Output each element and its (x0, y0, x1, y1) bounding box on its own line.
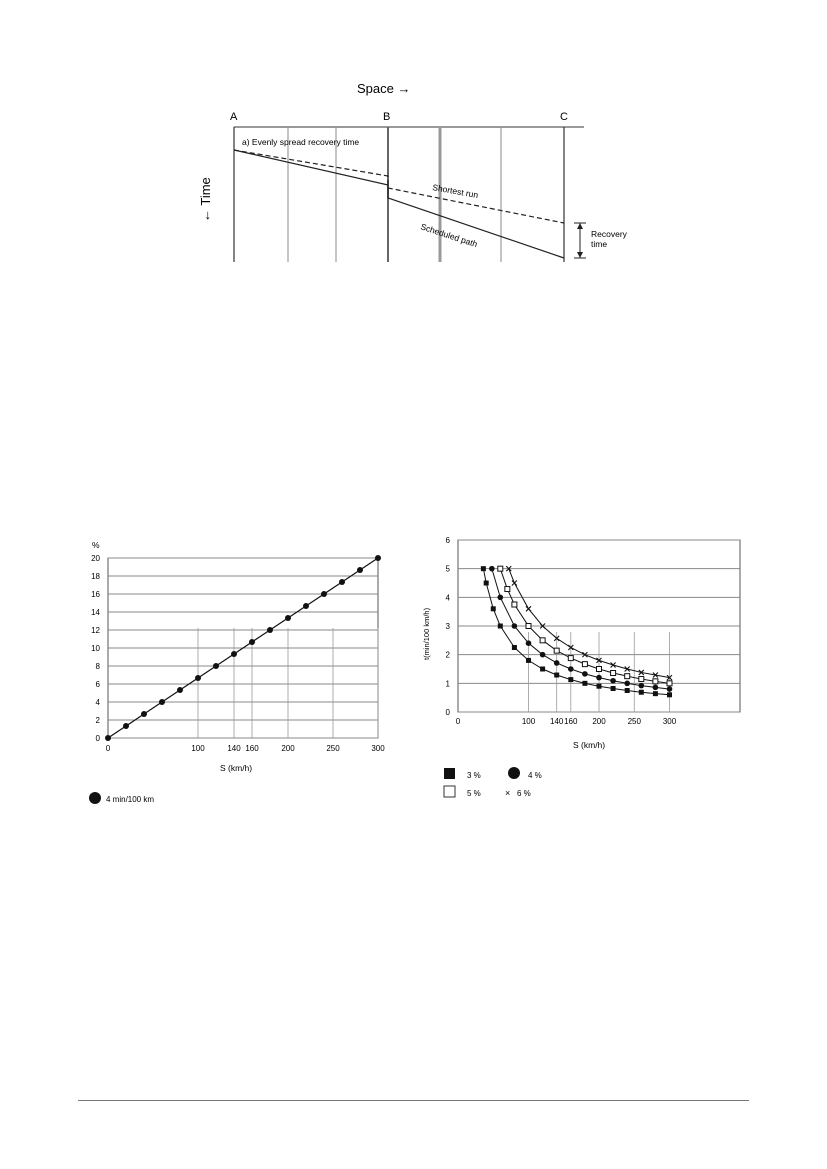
data-point (554, 660, 560, 666)
legend-marker-square (444, 768, 455, 779)
station-b-label: B (383, 111, 391, 123)
y-tick-label: 14 (91, 608, 100, 617)
x-tick-label: 200 (281, 744, 295, 753)
space-axis-label: Space → (357, 81, 411, 96)
y-tick-label: 5 (445, 564, 450, 574)
data-point (498, 624, 503, 629)
data-point (249, 639, 255, 645)
data-point (512, 602, 517, 607)
data-point (195, 675, 201, 681)
x-tick-label: 140 (550, 717, 564, 726)
y-tick-label: 18 (91, 572, 100, 581)
data-point (596, 675, 602, 681)
legend-label-3pct: 3 % (467, 771, 481, 780)
legend-marker-open-square (444, 786, 455, 797)
legend-marker-x: × (505, 788, 511, 798)
x-tick-label: 140 (227, 744, 241, 753)
data-point (653, 685, 659, 691)
data-point (512, 623, 518, 629)
x-tick-label: 0 (455, 717, 461, 726)
y-tick-label: 16 (91, 590, 100, 599)
y-axis-label: t(min/100 km/h) (422, 607, 431, 660)
x-tick-label: 250 (627, 717, 641, 726)
data-point (653, 691, 658, 696)
data-point (526, 624, 531, 629)
y-tick-label: 10 (91, 644, 100, 653)
data-point (512, 581, 517, 586)
x-tick-label: 100 (521, 717, 536, 726)
data-point (526, 640, 532, 646)
x-tick-label: 0 (105, 744, 111, 753)
data-point (357, 567, 363, 573)
data-point (582, 681, 587, 686)
y-tick-label: 0 (445, 708, 450, 717)
case-label: a) Evenly spread recovery time (242, 137, 360, 147)
data-point (568, 656, 573, 661)
data-point (639, 683, 645, 689)
data-point (568, 666, 574, 672)
y-tick-label: 4 (445, 593, 450, 603)
data-point (491, 606, 496, 611)
data-point (540, 638, 545, 643)
y-tick-label: 4 (95, 698, 100, 707)
legend-label-6pct: 6 % (517, 789, 531, 798)
y-tick-label: 6 (95, 680, 100, 689)
recovery-arrow-up (577, 223, 583, 229)
y-tick-label: 2 (445, 650, 450, 660)
data-point (625, 688, 630, 693)
data-point (489, 566, 495, 572)
station-c-label: C (560, 111, 568, 123)
x-axis-label: S (km/h) (573, 740, 606, 750)
data-point (554, 673, 559, 678)
data-point (582, 671, 588, 677)
data-point (105, 735, 111, 741)
data-point (267, 627, 273, 633)
data-point (321, 591, 327, 597)
data-point (123, 723, 129, 729)
data-point (639, 690, 644, 695)
y-tick-label: 1 (445, 679, 450, 689)
shortest-run-label: Shortest run (431, 182, 479, 201)
data-point (231, 651, 237, 657)
x-tick-label: 160 (245, 744, 259, 753)
recovery-arrow-down (577, 252, 583, 258)
data-point (512, 645, 517, 650)
data-point (639, 677, 644, 682)
series-line (509, 569, 670, 678)
x-axis-label: S (km/h) (220, 763, 253, 773)
time-axis-label: ← Time (198, 177, 213, 222)
y-tick-label: 2 (95, 716, 100, 725)
legend-label-5pct: 5 % (467, 789, 481, 798)
data-point (526, 606, 531, 611)
data-point (611, 686, 616, 691)
recovery-percent-chart (80, 530, 400, 820)
legend-marker-circle (508, 767, 520, 779)
y-tick-label: 12 (91, 626, 100, 635)
data-point (540, 667, 545, 672)
data-point (667, 692, 672, 697)
footer-rule (78, 1100, 749, 1101)
data-point (339, 579, 345, 585)
y-tick-label: 8 (95, 662, 100, 671)
data-point (505, 587, 510, 592)
y-axis-label: % (92, 540, 100, 550)
data-point (653, 679, 658, 684)
data-point (484, 581, 489, 586)
series-line (483, 569, 669, 695)
data-point (624, 681, 630, 687)
data-point (375, 555, 381, 561)
station-a-label: A (230, 111, 238, 123)
data-point (540, 652, 546, 658)
x-tick-label: 250 (326, 744, 340, 753)
y-tick-label: 6 (445, 536, 450, 545)
legend-label-4pct: 4 % (528, 771, 542, 780)
data-point (213, 663, 219, 669)
data-point (610, 678, 616, 684)
data-point (582, 662, 587, 667)
x-tick-label: 200 (592, 717, 606, 726)
scheduled-path (234, 150, 564, 258)
data-point (498, 595, 504, 601)
x-tick-label: 100 (191, 744, 205, 753)
data-point (597, 684, 602, 689)
data-point (625, 674, 630, 679)
space-time-diagram (0, 0, 827, 280)
scheduled-path-label: Scheduled path (419, 221, 479, 250)
data-point (159, 699, 165, 705)
data-point (611, 671, 616, 676)
x-tick-label: 300 (371, 744, 385, 753)
y-tick-label: 20 (91, 554, 100, 563)
data-point (526, 658, 531, 663)
data-point (498, 566, 503, 571)
data-point (568, 677, 573, 682)
y-tick-label: 0 (95, 734, 100, 743)
x-tick-label: 160 (564, 717, 578, 726)
data-point (141, 711, 147, 717)
data-point (554, 648, 559, 653)
data-point (481, 566, 486, 571)
y-tick-label: 3 (445, 622, 450, 631)
legend-marker-circle (89, 792, 101, 804)
data-point (177, 687, 183, 693)
recovery-label-line1: Recovery (591, 229, 627, 239)
data-point (667, 686, 673, 692)
legend-label: 4 min/100 km (106, 795, 155, 804)
data-point (597, 667, 602, 672)
data-point (285, 615, 291, 621)
x-tick-label: 300 (662, 717, 677, 726)
recovery-label-line2: time (591, 239, 608, 249)
recovery-time-chart (415, 530, 755, 820)
data-point (667, 681, 672, 686)
data-point (303, 603, 309, 609)
